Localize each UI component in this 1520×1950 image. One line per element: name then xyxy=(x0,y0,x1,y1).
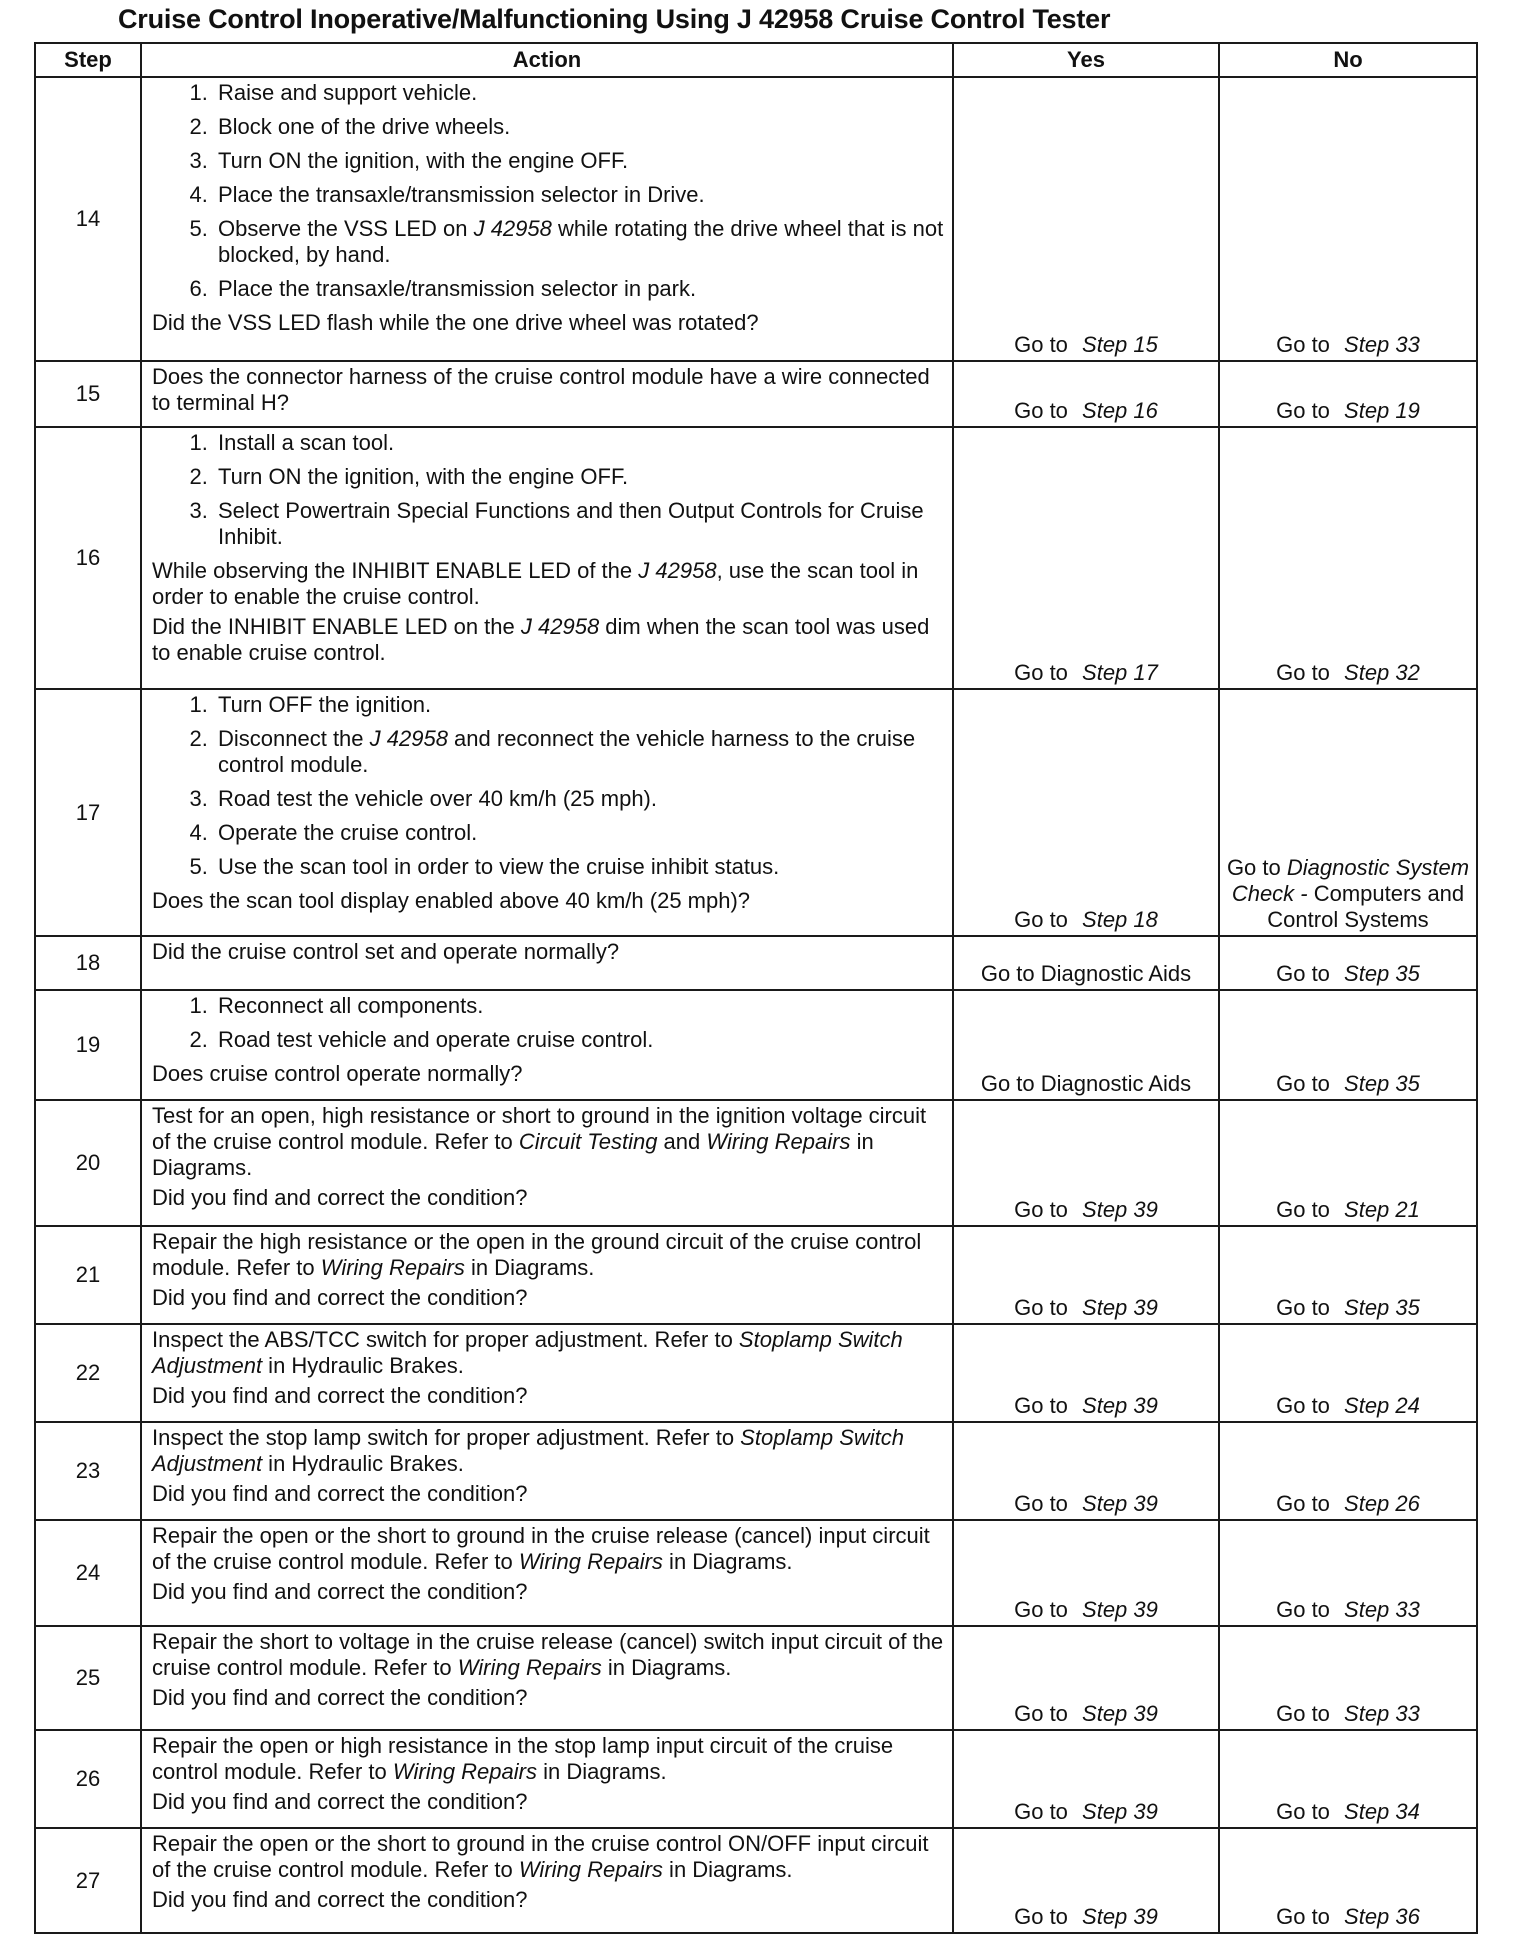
action-cell xyxy=(141,1626,953,1730)
action-text: Inspect the stop lamp switch for proper adjustment. Refer to Stoplamp Switch Adjustment in Hydraulic Brakes. xyxy=(152,1425,905,1477)
step-target: Step 35 xyxy=(1344,1295,1420,1321)
no-header: No xyxy=(1219,43,1477,77)
yes-result: Go to Step 18 xyxy=(953,689,1219,936)
action-cell xyxy=(141,990,953,1101)
step-number: 16 xyxy=(35,427,141,689)
action-text: Did you find and correct the condition? xyxy=(152,1285,528,1311)
step-target: Step 34 xyxy=(1344,1799,1420,1825)
no-result: Go to Step 35 xyxy=(1219,1226,1477,1324)
step-target: Step 39 xyxy=(1082,1701,1158,1727)
step-target: Step 33 xyxy=(1344,331,1420,357)
step-header: Step xyxy=(35,43,141,77)
reference-link-text: Wiring Repairs xyxy=(457,1654,602,1680)
substep: 3. Road test the vehicle over 40 km/h (25 mph). xyxy=(214,786,944,812)
step-number: 20 xyxy=(35,1100,141,1226)
table-row xyxy=(35,936,1477,989)
reference-link-text: Wiring Repairs xyxy=(392,1759,537,1785)
yes-result: Go to Step 17 xyxy=(953,427,1219,689)
substep-list xyxy=(152,430,944,550)
action-cell xyxy=(141,1730,953,1828)
step-target: Step 17 xyxy=(1082,659,1158,685)
action-text: Did you find and correct the condition? xyxy=(152,1684,528,1710)
substep: 6. Place the transaxle/transmission selector in park. xyxy=(214,276,944,302)
step-target: Step 35 xyxy=(1344,960,1420,986)
step-target: Step 18 xyxy=(1082,907,1158,933)
no-result: Go to Step 32 xyxy=(1219,427,1477,689)
action-text: Repair the open or high resistance in the stop lamp input circuit of the cruise control module. Refer to Wiring Repairs in Diagrams. xyxy=(152,1733,894,1785)
action-text: Did you find and correct the condition? xyxy=(152,1383,528,1409)
action-text: While observing the INHIBIT ENABLE LED of the J 42958, use the scan tool in order to enable the cruise control. xyxy=(152,557,919,609)
yes-result: Go to Step 39 xyxy=(953,1730,1219,1828)
step-target: Step 24 xyxy=(1344,1393,1420,1419)
substep: 4. Place the transaxle/transmission selector in Drive. xyxy=(214,182,944,208)
action-text: Repair the short to voltage in the cruise release (cancel) switch input circuit of the cruise control module. Refer to Wiring Repairs in Diagrams. xyxy=(152,1628,944,1680)
table-row xyxy=(35,990,1477,1101)
substep-list xyxy=(152,692,944,880)
table-row xyxy=(35,689,1477,936)
action-text: Repair the open or the short to ground in the cruise release (cancel) input circuit of the cruise control module. Refer to Wiring Repairs in Diagrams. xyxy=(152,1523,930,1575)
substep: 2. Road test vehicle and operate cruise control. xyxy=(214,1027,944,1053)
action-text: Did the cruise control set and operate normally? xyxy=(152,939,620,965)
substep: 2. Disconnect the J 42958 and reconnect the vehicle harness to the cruise control module. xyxy=(214,726,944,778)
table-row xyxy=(35,1422,1477,1520)
step-target: Step 39 xyxy=(1082,1596,1158,1622)
substep: 1. Install a scan tool. xyxy=(214,430,944,456)
action-text: Did the VSS LED flash while the one drive wheel was rotated? xyxy=(152,310,759,335)
action-cell xyxy=(141,361,953,427)
no-result: Go to Step 33 xyxy=(1219,77,1477,361)
table-row xyxy=(35,77,1477,361)
no-result: Go to Step 35 xyxy=(1219,936,1477,989)
substep: 1. Reconnect all components. xyxy=(214,993,944,1019)
substep: 1. Raise and support vehicle. xyxy=(214,80,944,106)
action-text: Did the INHIBIT ENABLE LED on the J 42958 dim when the scan tool was used to enable cruise control. xyxy=(152,613,930,665)
step-target: Step 16 xyxy=(1082,397,1158,423)
step-target: Step 15 xyxy=(1082,331,1158,357)
step-number: 24 xyxy=(35,1520,141,1626)
step-number: 19 xyxy=(35,990,141,1101)
step-target: Step 33 xyxy=(1344,1596,1420,1622)
no-result: Go to Step 19 xyxy=(1219,361,1477,427)
yes-result: Go to Step 39 xyxy=(953,1422,1219,1520)
step-number: 22 xyxy=(35,1324,141,1422)
action-text: Does the scan tool display enabled above 40 km/h (25 mph)? xyxy=(152,887,751,913)
step-number: 25 xyxy=(35,1626,141,1730)
yes-result: Go to Step 39 xyxy=(953,1100,1219,1226)
reference-link-text: Stoplamp Switch Adjustment xyxy=(152,1425,905,1477)
no-result: Go to Diagnostic System Check - Computers and Control Systems xyxy=(1219,689,1477,936)
no-result: Go to Step 26 xyxy=(1219,1422,1477,1520)
step-number: 23 xyxy=(35,1422,141,1520)
action-cell xyxy=(141,1422,953,1520)
step-target: Step 26 xyxy=(1344,1491,1420,1517)
reference-link-text: Wiring Repairs xyxy=(706,1129,851,1155)
table-row xyxy=(35,1828,1477,1933)
table-row xyxy=(35,1520,1477,1626)
action-text: Did you find and correct the condition? xyxy=(152,1887,528,1913)
reference-link-text: J 42958 xyxy=(638,557,717,583)
substep: 4. Operate the cruise control. xyxy=(214,820,944,846)
substep: 2. Block one of the drive wheels. xyxy=(214,114,944,140)
step-target: Step 36 xyxy=(1344,1904,1420,1929)
table-row xyxy=(35,1730,1477,1828)
table-row xyxy=(35,1226,1477,1324)
step-number: 26 xyxy=(35,1730,141,1828)
action-cell xyxy=(141,1520,953,1626)
action-text: Did you find and correct the condition? xyxy=(152,1789,528,1815)
reference-link-text: Wiring Repairs xyxy=(320,1255,465,1281)
substep: 5. Use the scan tool in order to view the cruise inhibit status. xyxy=(214,854,944,880)
reference-link-text: Wiring Repairs xyxy=(518,1857,663,1883)
step-target: Step 39 xyxy=(1082,1197,1158,1223)
table-row xyxy=(35,361,1477,427)
table-row xyxy=(35,1100,1477,1226)
substep: 5. Observe the VSS LED on J 42958 while rotating the drive wheel that is not blocked, by hand. xyxy=(214,216,944,268)
step-number: 27 xyxy=(35,1828,141,1933)
no-result: Go to Step 21 xyxy=(1219,1100,1477,1226)
no-result: Go to Step 36 xyxy=(1219,1828,1477,1933)
yes-header: Yes xyxy=(953,43,1219,77)
action-cell xyxy=(141,77,953,361)
action-text: Does the connector harness of the cruise control module have a wire connected to terminal H? xyxy=(152,363,930,415)
step-target: Step 39 xyxy=(1082,1904,1158,1929)
reference-link-text: Stoplamp Switch Adjustment xyxy=(152,1327,903,1379)
action-text: Repair the open or the short to ground in the cruise control ON/OFF input circuit of the cruise control module. Refer to Wiring Repairs in Diagrams. xyxy=(152,1831,929,1883)
action-cell xyxy=(141,689,953,936)
action-cell xyxy=(141,1100,953,1226)
no-result: Go to Step 24 xyxy=(1219,1324,1477,1422)
step-target: Step 39 xyxy=(1082,1393,1158,1419)
step-target: Step 33 xyxy=(1344,1701,1420,1727)
header-row xyxy=(35,43,1477,77)
yes-result: Go to Step 16 xyxy=(953,361,1219,427)
substep: 3. Turn ON the ignition, with the engine OFF. xyxy=(214,148,944,174)
step-target: Step 39 xyxy=(1082,1799,1158,1825)
substep: 1. Turn OFF the ignition. xyxy=(214,692,944,718)
step-target: Step 19 xyxy=(1344,397,1420,423)
action-text: Did you find and correct the condition? xyxy=(152,1579,528,1605)
yes-result: Go to Step 39 xyxy=(953,1828,1219,1933)
step-number: 17 xyxy=(35,689,141,936)
step-target: Step 39 xyxy=(1082,1491,1158,1517)
step-target: Step 21 xyxy=(1344,1197,1420,1223)
step-target: Step 35 xyxy=(1344,1071,1420,1097)
substep-list xyxy=(152,80,944,302)
step-number: 14 xyxy=(35,77,141,361)
no-result: Go to Step 34 xyxy=(1219,1730,1477,1828)
action-cell xyxy=(141,1828,953,1933)
yes-result: Go to Step 39 xyxy=(953,1520,1219,1626)
action-cell xyxy=(141,427,953,689)
yes-result: Go to Step 39 xyxy=(953,1324,1219,1422)
action-header: Action xyxy=(141,43,953,77)
table-body xyxy=(35,77,1477,1933)
no-result: Go to Step 33 xyxy=(1219,1626,1477,1730)
yes-result: Go to Step 39 xyxy=(953,1226,1219,1324)
yes-result: Go to Step 39 xyxy=(953,1626,1219,1730)
yes-result: Go to Step 15 xyxy=(953,77,1219,361)
step-number: 15 xyxy=(35,361,141,427)
step-number: 18 xyxy=(35,936,141,989)
action-cell xyxy=(141,1226,953,1324)
reference-link-text: Circuit Testing xyxy=(518,1129,658,1155)
action-text: Did you find and correct the condition? xyxy=(152,1185,528,1211)
action-cell xyxy=(141,1324,953,1422)
action-text: Repair the high resistance or the open in the ground circuit of the cruise control module. Refer to Wiring Repairs in Diagrams. xyxy=(152,1229,922,1281)
diagnostic-table xyxy=(34,42,1478,1934)
step-target: Step 39 xyxy=(1082,1295,1158,1321)
action-cell xyxy=(141,936,953,989)
reference-link-text: J 42958 xyxy=(369,725,448,751)
reference-link-text: J 42958 xyxy=(520,613,600,639)
action-text: Test for an open, high resistance or short to ground in the ignition voltage circuit of the cruise control module. Refer to Circuit Testing and Wiring Repairs in Diagrams. xyxy=(152,1103,927,1181)
step-number: 21 xyxy=(35,1226,141,1324)
yes-result: Go to Diagnostic Aids xyxy=(953,936,1219,989)
no-result: Go to Step 35 xyxy=(1219,990,1477,1101)
table-row xyxy=(35,1626,1477,1730)
table-row xyxy=(35,1324,1477,1422)
action-text: Does cruise control operate normally? xyxy=(152,1060,523,1086)
substep-list xyxy=(152,993,944,1053)
yes-result: Go to Diagnostic Aids xyxy=(953,990,1219,1101)
no-result: Go to Step 33 xyxy=(1219,1520,1477,1626)
reference-link-text: J 42958 xyxy=(473,216,552,241)
reference-link-text: Diagnostic System Check - xyxy=(1231,855,1470,907)
reference-link-text: Wiring Repairs xyxy=(518,1549,663,1575)
table-row xyxy=(35,427,1477,689)
step-target: Step 32 xyxy=(1344,659,1420,685)
page-title: Cruise Control Inoperative/Malfunctioning Using J 42958 Cruise Control Tester xyxy=(118,4,1111,34)
substep: 2. Turn ON the ignition, with the engine OFF. xyxy=(214,464,944,490)
action-text: Inspect the ABS/TCC switch for proper adjustment. Refer to Stoplamp Switch Adjustment in Hydraulic Brakes. xyxy=(152,1327,903,1379)
substep: 3. Select Powertrain Special Functions and then Output Controls for Cruise Inhibit. xyxy=(214,498,944,550)
action-text: Did you find and correct the condition? xyxy=(152,1481,528,1507)
